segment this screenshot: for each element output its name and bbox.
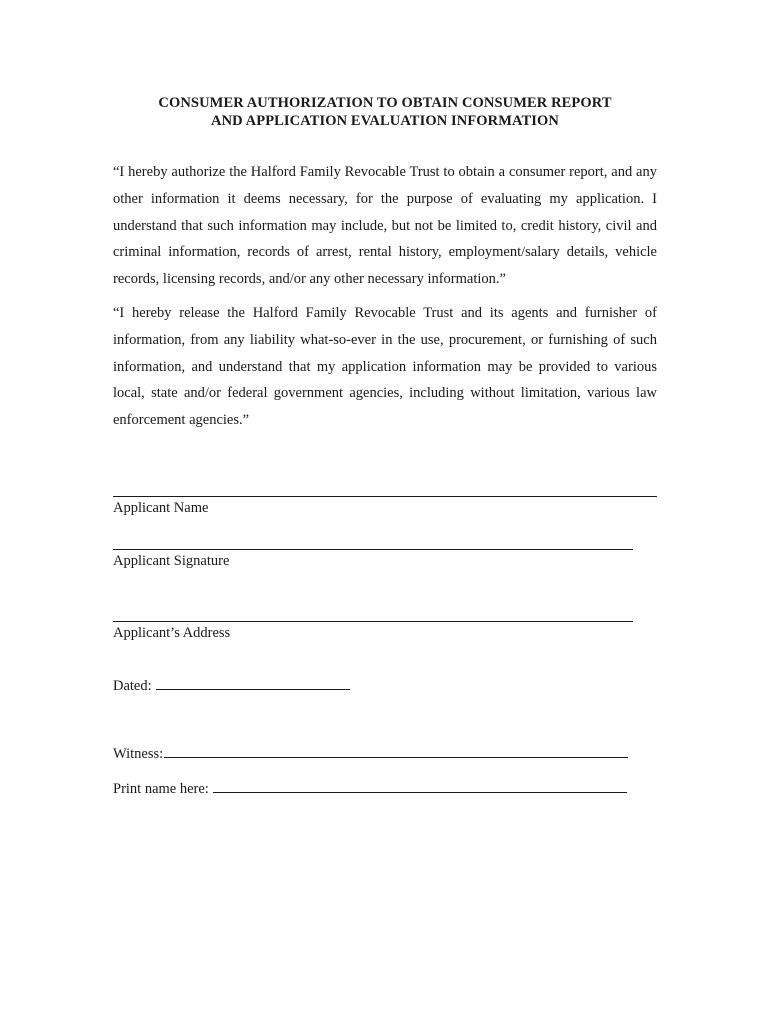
witness-line[interactable]	[164, 745, 628, 758]
applicant-address-line[interactable]	[113, 621, 633, 622]
witness-row	[113, 745, 628, 763]
applicant-signature-label: Applicant Signature	[113, 553, 230, 569]
release-paragraph: “I hereby release the Halford Family Revocable Trust and its agents and furnisher of information, from any liability what-so-ever in the use, procurement, or furnishing of such information, and understand that my application information may be provided to various local, state and/or federal government agencies, including without limitation, various law enforcement agencies.”	[113, 305, 657, 429]
print-name-label: Print name here:	[113, 781, 209, 797]
witness-label: Witness:	[113, 746, 164, 762]
applicant-name-line[interactable]	[113, 496, 657, 497]
document-title-line-2: AND APPLICATION EVALUATION INFORMATION	[211, 113, 559, 129]
dated-row	[113, 677, 350, 695]
dated-line[interactable]	[156, 677, 350, 690]
print-name-row	[113, 780, 627, 798]
applicant-address-label: Applicant’s Address	[113, 625, 231, 641]
document-title-line-1: CONSUMER AUTHORIZATION TO OBTAIN CONSUMER REPORT	[158, 95, 612, 111]
dated-label: Dated:	[113, 678, 152, 694]
authorization-paragraph: “I hereby authorize the Halford Family Revocable Trust to obtain a consumer report, and any other information it deems necessary, for the purpose of evaluating my application. I understand that such information may include, but not be limited to, credit history, civil and criminal information, records of arrest, rental history, employment/salary details, vehicle records, licensing records, and/or any other necessary information.”	[113, 164, 657, 288]
applicant-name-label: Applicant Name	[113, 500, 209, 516]
applicant-signature-line[interactable]	[113, 549, 633, 550]
print-name-line[interactable]	[213, 780, 627, 793]
